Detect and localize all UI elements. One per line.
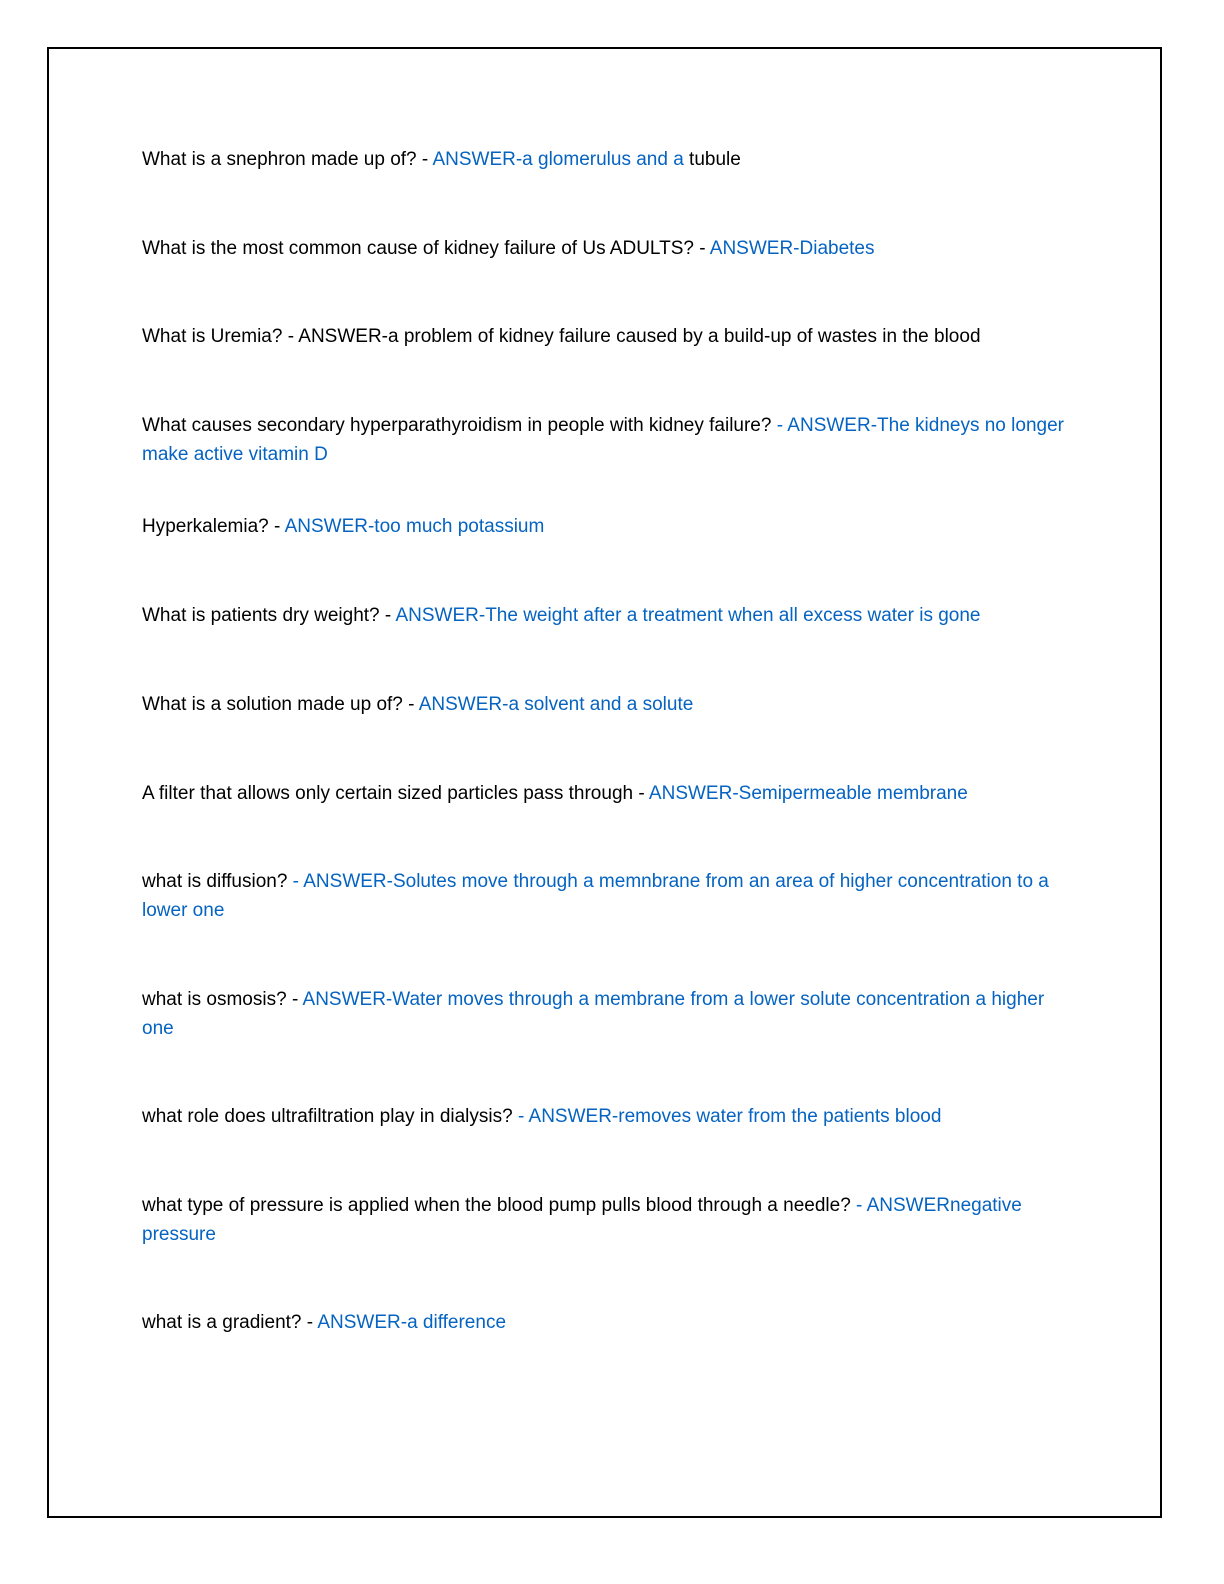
separator: - (416, 149, 433, 170)
qa-item-ultrafiltration (142, 1102, 1077, 1131)
answer-text: ANSWER-removes water from the patients blood (528, 1106, 942, 1127)
question-text: what role does ultrafiltration play in dialysis? (142, 1106, 513, 1127)
question-text: What causes secondary hyperparathyroidism in people with kidney failure? (142, 415, 772, 436)
answer-text: ANSWERnegative pressure (142, 1195, 1022, 1245)
answer-tail-text: tubule (683, 149, 741, 170)
separator: - (771, 415, 788, 436)
qa-item-pressure (142, 1191, 1077, 1249)
question-text: what is diffusion? (142, 871, 288, 892)
answer-text: ANSWER-a problem of kidney failure caused by a build-up of wastes in the blood (298, 326, 981, 347)
qa-item-gradient (142, 1308, 1077, 1337)
qa-item-uremia (142, 322, 1077, 351)
question-text: what is osmosis? (142, 989, 287, 1010)
answer-text: ANSWER-a solvent and a solute (418, 694, 694, 715)
separator: - (379, 605, 396, 626)
qa-item-hyperparathyroidism (142, 411, 1077, 469)
question-text: What is patients dry weight? (142, 605, 380, 626)
qa-item-kidney-failure-cause (142, 234, 1077, 263)
question-text: What is a solution made up of? (142, 694, 403, 715)
separator: - (268, 516, 285, 537)
answer-text: ANSWER-The kidneys no longer make active vitamin D (142, 415, 1064, 465)
qa-item-filter (142, 779, 1077, 808)
separator: - (301, 1312, 318, 1333)
question-text: What is the most common cause of kidney failure of Us ADULTS? (142, 238, 694, 259)
question-text: what is a gradient? (142, 1312, 302, 1333)
separator: - (287, 871, 304, 892)
question-text: What is Uremia? (142, 326, 283, 347)
separator: - (512, 1106, 529, 1127)
answer-text: ANSWER-too much potassium (284, 516, 545, 537)
answer-text: ANSWER-Diabetes (709, 238, 875, 259)
qa-item-nephron (142, 145, 1077, 174)
answer-text: ANSWER-a difference (317, 1312, 507, 1333)
separator: - (402, 694, 419, 715)
separator: - (633, 783, 649, 804)
answer-text: ANSWER-The weight after a treatment when all excess water is gone (395, 605, 981, 626)
qa-item-osmosis (142, 985, 1077, 1043)
separator: - (282, 326, 299, 347)
answer-text: ANSWER-Semipermeable membrane (648, 783, 968, 804)
answer-text: ANSWER-Solutes move through a memnbrane from an area of higher concentration to a lower one (142, 871, 1049, 921)
qa-item-hyperkalemia (142, 512, 1077, 541)
separator: - (850, 1195, 867, 1216)
answer-text: ANSWER-Water moves through a membrane from a lower solute concentration a higher one (142, 989, 1045, 1039)
question-text: A filter that allows only certain sized particles pass through (142, 783, 634, 804)
qa-item-dry-weight (142, 601, 1077, 630)
answer-text: ANSWER-a glomerulus and a (432, 149, 684, 170)
separator: - (286, 989, 303, 1010)
question-text: What is a snephron made up of? (142, 149, 417, 170)
separator: - (693, 238, 710, 259)
qa-item-solution (142, 690, 1077, 719)
qa-item-diffusion (142, 867, 1077, 925)
question-text: what type of pressure is applied when the blood pump pulls blood through a needle? (142, 1195, 851, 1216)
question-text: Hyperkalemia? (142, 516, 269, 537)
